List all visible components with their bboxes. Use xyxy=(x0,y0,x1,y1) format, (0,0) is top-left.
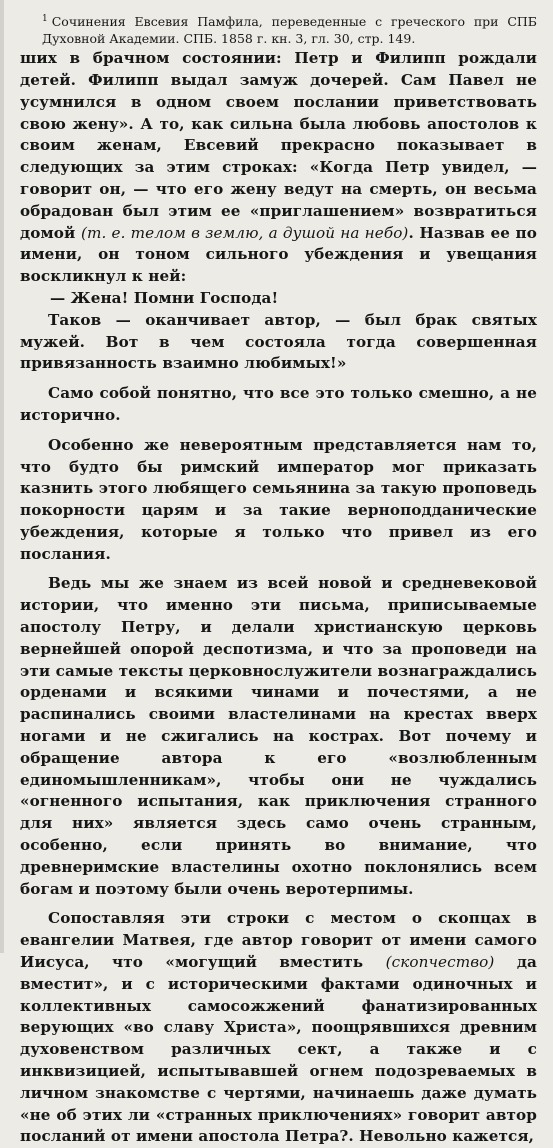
text-segment: Само собой понятно, что все это только смешно, а не исторично. xyxy=(20,384,537,424)
text-segment: Особенно же невероятным представляется нам то, что будто бы римский император мог приказать казнить этого любящего семьянина за такую проповедь покорности царям и за такие верноподданические убеждения, которые я только что привел из его послания. xyxy=(20,435,537,563)
text-segment: Таков — оканчивает автор, — был брак святых мужей. Вот в чем состояла тогда совершенная привязанность взаимно любимых!» xyxy=(20,310,537,373)
paragraph-3 xyxy=(20,310,537,375)
text-segment: ших в брачном состоянии: Петр и Филипп рождали детей. Филипп выдал замуж дочерей. Сам Павел не усумнился в одном своем послании приветствовать свою жену». А то, как сильна была любовь апостолов к своим женам, Евсевий прекрасно показывает в следующих за этим строках: «Когда Петр увидел, — говорит он, — что его жену ведут на смерть, он весьма обрадован был этим ее «приглашением» возвратиться домой xyxy=(20,49,537,242)
text-segment: да вместит», и с историческими фактами одиночных и коллективных самосожжений фанатизированных верующих «во славу Христа», поощрявшихся древним духовенством различных сект, а также и с инквизицией, испытывавшей огнем подозреваемых в личном знакомстве с чертями, начинаешь даже думать «не об этих ли «странных приключениях» говорит автор посланий от имени апостола Петра?. Невольно кажется, xyxy=(20,953,537,1146)
footnote-text: Сочинения Евсевия Памфила, переведенные с греческого при СПБ Духовной Академии. СПБ. 1858 г. кн. 3, гл. 30, стр. 149. xyxy=(42,14,537,47)
text-segment: Ведь мы же знаем из всей новой и средневековой истории, что именно эти письма, приписываемые апостолу Петру, и делали христианскую церковь вернейшей опорой деспотизма, и что за проповеди на эти самые тексты церковнослужители вознаграждались орденами и всякими чинами и почестями, а не распинались своими властелинами на крестах вверх ногами и не сжигались на кострах. Вот почему и обращение автора к его «возлюбленным единомышленникам», чтобы они не чуждались «огненного испытания, как приключения странного для них» является здесь само очень странным, особенно, если принять во внимание, что древнеримские властелины охотно поклонялись всем богам и поэтому были очень веротерпимы. xyxy=(20,574,537,898)
italic-segment: (скопчество) xyxy=(385,953,495,972)
text-segment: Сопоставляя эти строки с местом о скопцах в евангелии Матвея, где автор говорит от имени самого Иисуса, что «могущий вместить xyxy=(20,909,537,972)
paragraph-5 xyxy=(20,435,537,566)
paragraph-7 xyxy=(20,908,537,1148)
paragraph-2 xyxy=(20,288,537,310)
page-edge xyxy=(0,0,4,953)
text-segment: . Назвав ее по имени, он тоном сильного убеждения и увещания воскликнул к ней: xyxy=(20,223,538,286)
footnote-mark: 1 xyxy=(42,14,48,24)
italic-segment: (т. е. телом в землю, а душой на небо) xyxy=(80,223,409,242)
paragraph-6 xyxy=(20,573,537,900)
text-segment: — Жена! Помни Господа! xyxy=(50,288,279,307)
footnote xyxy=(20,11,537,47)
paragraph-1 xyxy=(20,48,537,288)
paragraph-4 xyxy=(20,383,537,427)
